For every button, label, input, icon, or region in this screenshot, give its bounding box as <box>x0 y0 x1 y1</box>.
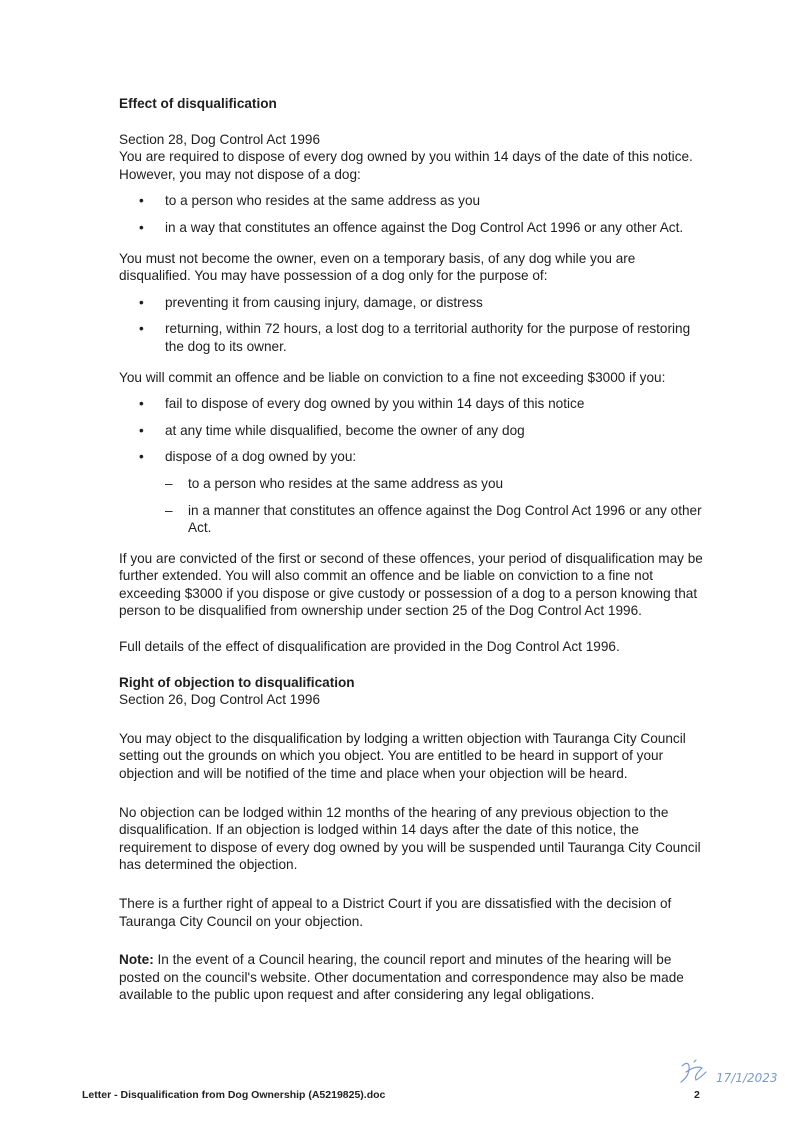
list-item: • dispose of a dog owned by you: <box>119 448 709 466</box>
section-reference-28: Section 28, Dog Control Act 1996 <box>119 131 321 147</box>
list-item: • to a person who resides at the same address as you <box>119 192 709 210</box>
paragraph-appeal: There is a further right of appeal to a District Court if you are dissatisfied with the decision of Tauranga City Council on your objection. <box>119 896 672 929</box>
note-label: Note: <box>119 952 154 968</box>
footer-page-number: 2 <box>694 1089 700 1101</box>
list-item: – in a manner that constitutes an offence against the Dog Control Act 1996 or any other Act. <box>119 502 709 537</box>
note-text: In the event of a Council hearing, the council report and minutes of the hearing will be posted on the council's website. Other documentation and correspondence may also be made available to the public upon request and after considering any legal obligations. <box>119 952 684 1003</box>
bullet-list-possession-purposes <box>119 294 709 356</box>
list-item: – to a person who resides at the same address as you <box>119 475 709 493</box>
list-item: • preventing it from causing injury, damage, or distress <box>119 294 709 312</box>
bullet-list-dispose-restrictions <box>119 192 709 236</box>
signature-date: 17/1/2023 <box>716 1071 778 1085</box>
section-reference-26: Section 26, Dog Control Act 1996 <box>119 692 321 708</box>
paragraph-objection-timing: No objection can be lodged within 12 months of the hearing of any previous objection to the disqualification. If an objection is lodged within 14 days after the date of this notice, the requirement to dispose of every dog owned by you will be suspended until Tauranga City Council has determined the objection. <box>119 804 701 873</box>
bullet-list-offences <box>119 395 709 466</box>
list-item: • in a way that constitutes an offence against the Dog Control Act 1996 or any other Act. <box>119 219 709 237</box>
paragraph-convictions: If you are convicted of the first or second of these offences, your period of disqualification may be further extended. You will also commit an offence and be liable on conviction to a fine not exceeding $3000 if you dispose or give custody or possession of a dog to a person knowing that person to be disqualified from ownership under section 25 of the Dog Control Act 1996. <box>119 550 703 619</box>
paragraph-ownership-restriction: You must not become the owner, even on a temporary basis, of any dog while you are disqualified. You may have possession of a dog only for the purpose of: <box>119 250 636 284</box>
paragraph-full-details: Full details of the effect of disqualification are provided in the Dog Control Act 1996. <box>119 639 620 655</box>
paragraph-dispose-requirement: You are required to dispose of every dog owned by you within 14 days of the date of this notice. However, you may not dispose of a dog: <box>119 149 693 182</box>
paragraph-objection-lodging: You may object to the disqualification by lodging a written objection with Tauranga City Council setting out the grounds on which you object. You are entitled to be heard in support of your objection and will be notified of the time and place when your objection will be heard. <box>119 730 686 782</box>
list-item: • at any time while disqualified, become the owner of any dog <box>119 422 709 440</box>
section-heading-effect: Effect of disqualification <box>119 96 277 111</box>
list-item: • fail to dispose of every dog owned by you within 14 days of this notice <box>119 395 709 413</box>
list-item: • returning, within 72 hours, a lost dog to a territorial authority for the purpose of restoring the dog to its owner. <box>119 320 709 355</box>
paragraph-note <box>119 951 709 1004</box>
paragraph-offence: You will commit an offence and be liable on conviction to a fine not exceeding $3000 if you: <box>119 369 666 385</box>
section-heading-objection: Right of objection to disqualification <box>119 674 355 690</box>
document-body <box>119 95 709 1004</box>
handwritten-signature <box>676 1058 786 1088</box>
dash-list-dispose-offences <box>119 475 709 537</box>
footer-filename: Letter - Disqualification from Dog Ownership (A5219825).doc <box>82 1089 386 1101</box>
